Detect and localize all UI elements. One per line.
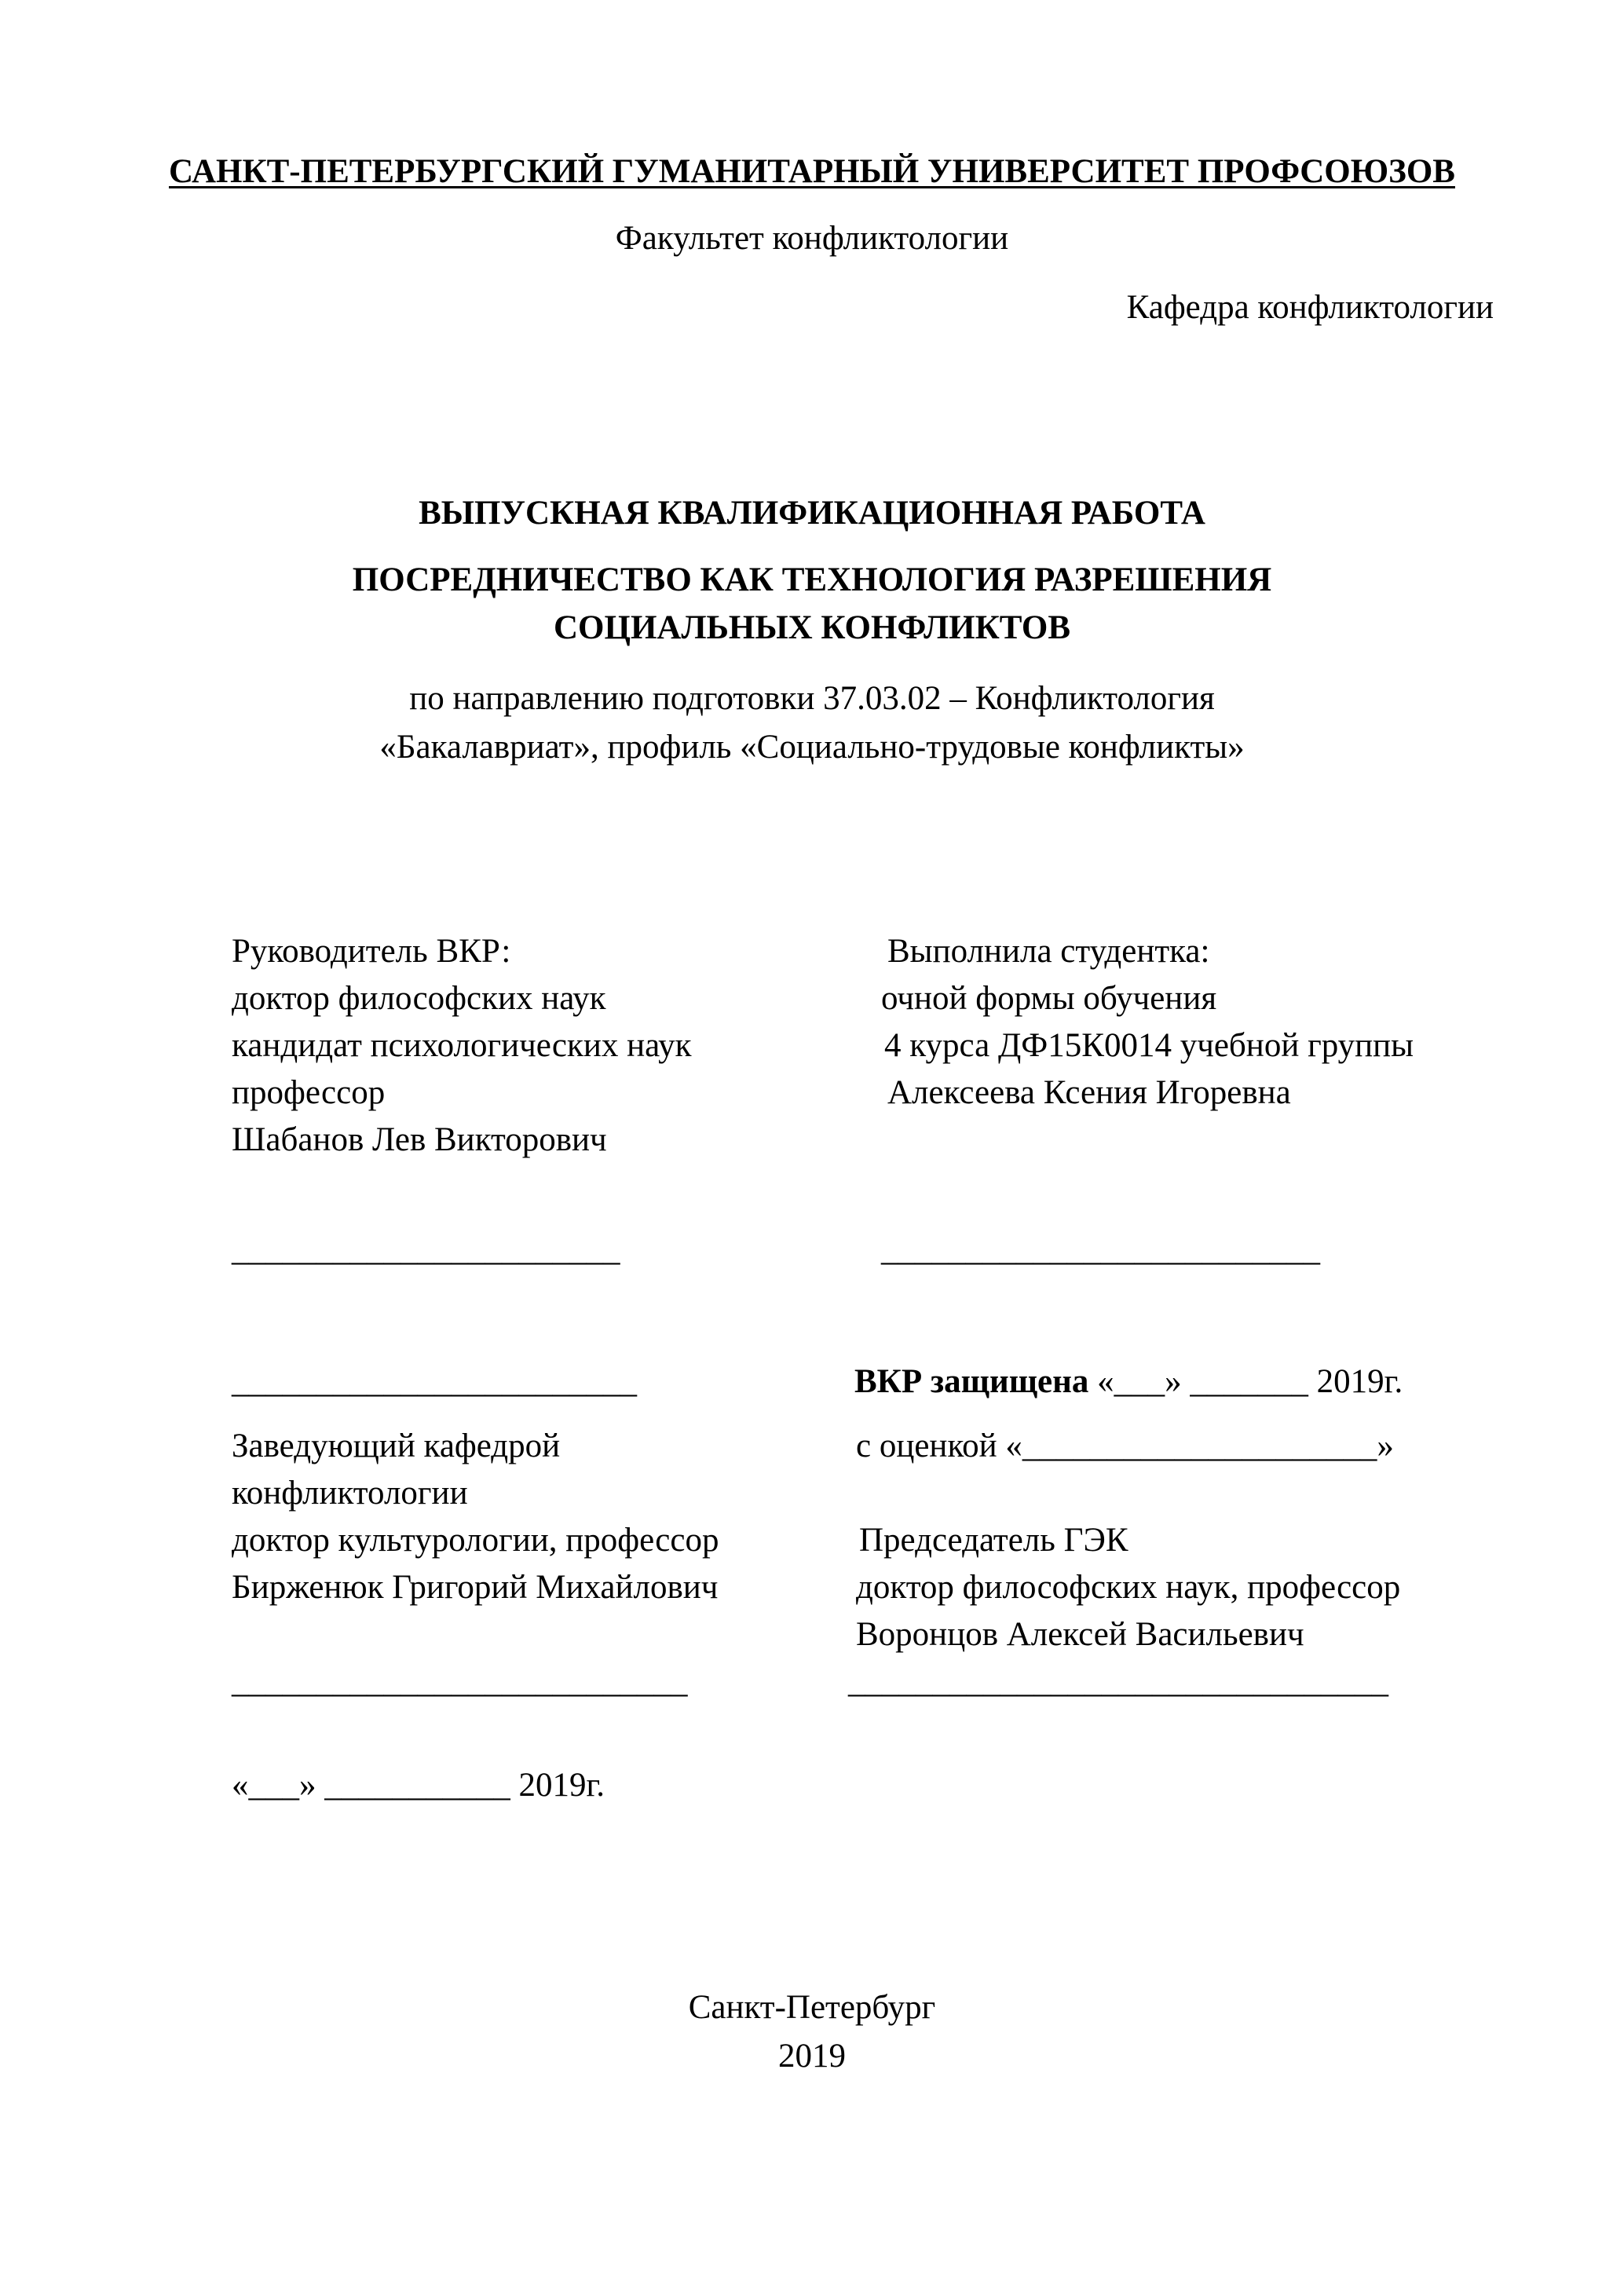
supervisor-rank: профессор [232,1074,386,1111]
student-form: очной формы обучения [881,980,1217,1017]
profile: «Бакалавриат», профиль «Социально-трудовые конфликты» [379,729,1245,766]
supervisor-degree-1: доктор философских наук [232,980,606,1017]
topic-line-2: СОЦИАЛЬНЫХ КОНФЛИКТОВ [554,609,1070,646]
work-type: ВЫПУСКНАЯ КВАЛИФИКАЦИОННАЯ РАБОТА [419,495,1205,532]
faculty-name: Факультет конфликтологии [615,220,1009,257]
head-signature-line-2: ___________________________ [232,1663,688,1700]
student-label: Выполнила студентка: [887,933,1210,970]
defense-protected [854,1365,1403,1398]
direction: по направлению подготовки 37.03.02 – Конфликтология [409,680,1215,717]
head-degree: доктор культурологии, профессор [232,1522,719,1559]
topic-line-1: ПОСРЕДНИЧЕСТВО КАК ТЕХНОЛОГИЯ РАЗРЕШЕНИЯ [352,561,1272,598]
head-label-line-2: конфликтологии [232,1475,468,1512]
university-name: САНКТ-ПЕТЕРБУРГСКИЙ ГУМАНИТАРНЫЙ УНИВЕРСИТЕТ ПРОФСОЮЗОВ [169,153,1455,190]
chairman-name: Воронцов Алексей Васильевич [856,1616,1304,1653]
head-name: Бирженюк Григорий Михайлович [232,1569,719,1606]
department-name: Кафедра конфликтологии [1126,289,1494,326]
student-name: Алексеева Ксения Игоревна [887,1074,1291,1111]
chairman-label: Председатель ГЭК [859,1522,1128,1559]
student-course-group: 4 курса ДФ15К0014 учебной группы [884,1027,1414,1064]
footer-city: Санкт-Петербург [688,1989,936,2026]
defense-protected-label: ВКР защищена [854,1363,1089,1400]
head-date: «___» ___________ 2019г. [232,1767,605,1804]
supervisor-degree-2: кандидат психологических наук [232,1027,692,1064]
chairman-degree: доктор философских наук, профессор [856,1569,1401,1606]
chairman-signature-line: ________________________________ [848,1663,1388,1700]
supervisor-signature-line: _______________________ [232,1231,620,1268]
head-signature-line: ________________________ [232,1363,637,1400]
defense-protected-date: «___» _______ 2019г. [1088,1363,1403,1400]
student-signature-line: __________________________ [881,1231,1320,1268]
head-label-line-1: Заведующий кафедрой [232,1428,561,1464]
supervisor-label: Руководитель ВКР: [232,933,511,970]
defense-grade: с оценкой «_____________________» [856,1428,1394,1464]
footer-year: 2019 [778,2038,846,2075]
supervisor-name: Шабанов Лев Викторович [232,1121,607,1158]
